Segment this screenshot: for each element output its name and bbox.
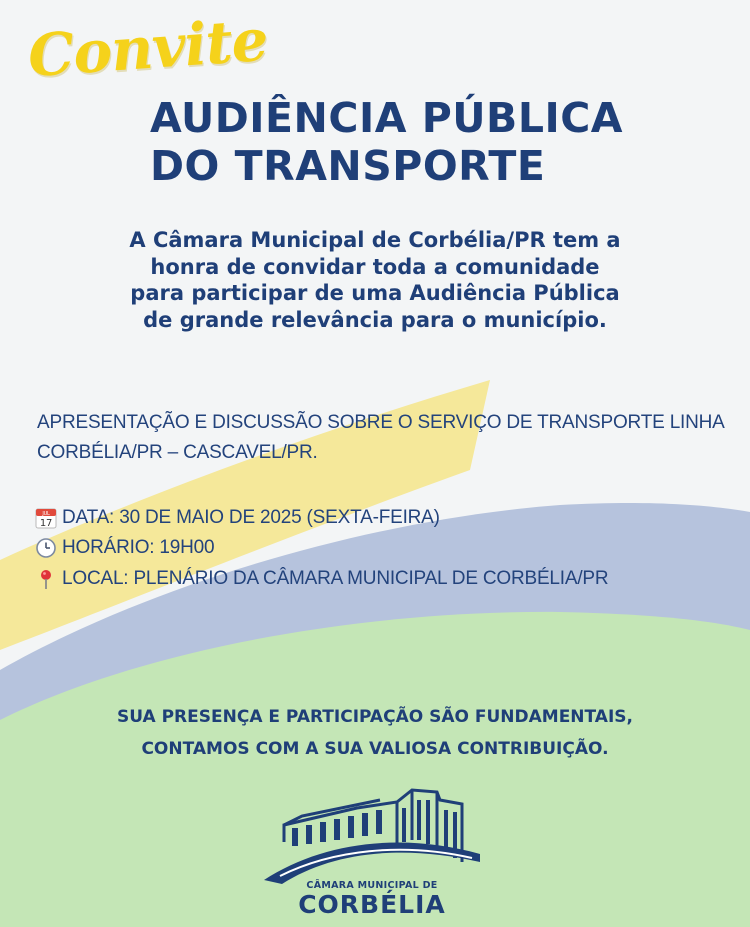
subject-line: CORBÉLIA/PR – CASCAVEL/PR.: [37, 442, 318, 463]
closing-line: SUA PRESENÇA E PARTICIPAÇÃO SÃO FUNDAMENTAIS,: [117, 707, 633, 727]
clock-icon: [35, 537, 57, 559]
location-text: LOCAL: PLENÁRIO DA CÂMARA MUNICIPAL DE CORBÉLIA/PR: [62, 568, 609, 589]
intro-line: de grande relevância para o município.: [143, 307, 607, 332]
invitation-script-title: Convite: [25, 5, 270, 91]
event-title: [150, 94, 623, 190]
building-icon: [262, 780, 482, 885]
pin-icon: [35, 568, 57, 590]
closing-line: CONTAMOS COM A SUA VALIOSA CONTRIBUIÇÃO.: [141, 739, 609, 759]
logo-name: CORBÉLIA: [298, 890, 446, 919]
subject-line: APRESENTAÇÃO E DISCUSSÃO SOBRE O SERVIÇO DE TRANSPORTE LINHA: [37, 412, 725, 433]
intro-paragraph: [60, 227, 690, 333]
calendar-icon: [35, 507, 57, 529]
calendar-day: 17: [39, 518, 53, 529]
intro-line: A Câmara Municipal de Corbélia/PR tem a: [129, 228, 621, 252]
date-detail: [35, 504, 440, 532]
time-text: HORÁRIO: 19H00: [62, 537, 215, 558]
intro-line: honra de convidar toda a comunidade: [150, 254, 600, 279]
camara-logo: [262, 780, 482, 920]
intro-line: para participar de uma Audiência Pública: [130, 281, 620, 305]
calendar-month: JUL: [42, 511, 50, 517]
logo-subtitle: CÂMARA MUNICIPAL DE: [306, 880, 438, 891]
time-detail: [35, 534, 214, 562]
closing-message: [40, 701, 710, 765]
location-detail: [35, 565, 608, 593]
event-title-line: DO TRANSPORTE: [150, 142, 546, 190]
event-title-line: AUDIÊNCIA PÚBLICA: [150, 94, 624, 142]
date-text: DATA: 30 DE MAIO DE 2025 (SEXTA-FEIRA): [62, 507, 440, 528]
event-subject: [37, 408, 742, 468]
